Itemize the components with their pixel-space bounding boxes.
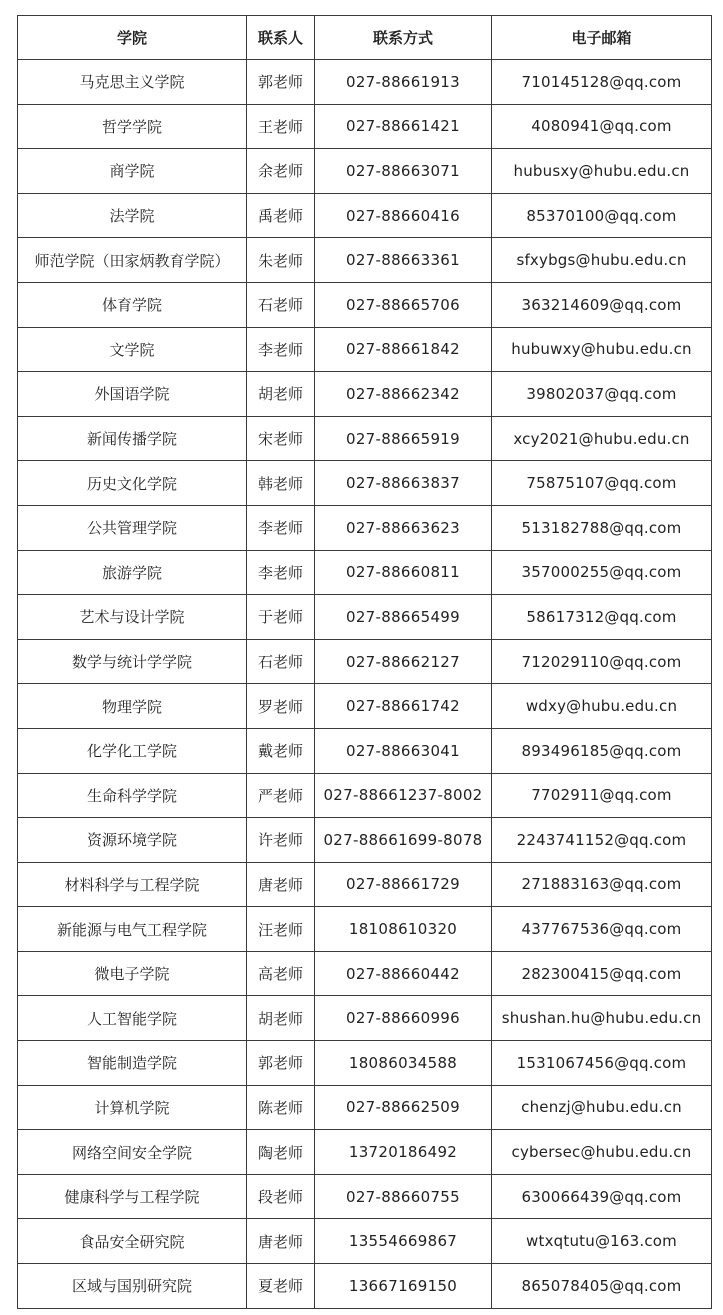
table-row xyxy=(18,238,712,283)
cell-phone: 027-88662342 xyxy=(315,372,492,417)
cell-contact-person: 戴老师 xyxy=(247,728,315,773)
cell-phone: 027-88665499 xyxy=(315,595,492,640)
table-row xyxy=(18,193,712,238)
cell-contact-person: 汪老师 xyxy=(247,907,315,952)
cell-contact-person: 韩老师 xyxy=(247,461,315,506)
cell-college: 计算机学院 xyxy=(18,1085,247,1130)
cell-email: 513182788@qq.com xyxy=(492,505,712,550)
cell-phone: 027-88660442 xyxy=(315,951,492,996)
cell-contact-person: 陈老师 xyxy=(247,1085,315,1130)
table-row xyxy=(18,505,712,550)
cell-email: shushan.hu@hubu.edu.cn xyxy=(492,996,712,1041)
table-row xyxy=(18,951,712,996)
cell-email: 712029110@qq.com xyxy=(492,639,712,684)
table-row xyxy=(18,595,712,640)
table-row xyxy=(18,550,712,595)
table-row xyxy=(18,639,712,684)
cell-college: 旅游学院 xyxy=(18,550,247,595)
cell-college: 数学与统计学学院 xyxy=(18,639,247,684)
cell-email: 39802037@qq.com xyxy=(492,372,712,417)
cell-college: 历史文化学院 xyxy=(18,461,247,506)
cell-contact-person: 胡老师 xyxy=(247,372,315,417)
cell-email: 75875107@qq.com xyxy=(492,461,712,506)
cell-email: 893496185@qq.com xyxy=(492,728,712,773)
cell-phone: 027-88661729 xyxy=(315,862,492,907)
cell-contact-person: 石老师 xyxy=(247,282,315,327)
cell-email: 271883163@qq.com xyxy=(492,862,712,907)
cell-college: 网络空间安全学院 xyxy=(18,1130,247,1175)
cell-email: hubuwxy@hubu.edu.cn xyxy=(492,327,712,372)
cell-college: 外国语学院 xyxy=(18,372,247,417)
cell-college: 法学院 xyxy=(18,193,247,238)
cell-email: xcy2021@hubu.edu.cn xyxy=(492,416,712,461)
cell-email: 630066439@qq.com xyxy=(492,1174,712,1219)
cell-email: 865078405@qq.com xyxy=(492,1264,712,1309)
cell-college: 智能制造学院 xyxy=(18,1041,247,1086)
table-row xyxy=(18,996,712,1041)
cell-email: chenzj@hubu.edu.cn xyxy=(492,1085,712,1130)
cell-contact-person: 高老师 xyxy=(247,951,315,996)
cell-phone: 027-88663041 xyxy=(315,728,492,773)
table-body xyxy=(18,60,712,1309)
cell-contact-person: 陶老师 xyxy=(247,1130,315,1175)
cell-email: 357000255@qq.com xyxy=(492,550,712,595)
cell-email: 85370100@qq.com xyxy=(492,193,712,238)
cell-phone: 027-88661842 xyxy=(315,327,492,372)
cell-phone: 027-88665706 xyxy=(315,282,492,327)
cell-contact-person: 郭老师 xyxy=(247,60,315,105)
cell-contact-person: 段老师 xyxy=(247,1174,315,1219)
cell-contact-person: 王老师 xyxy=(247,104,315,149)
table-row xyxy=(18,1264,712,1309)
cell-college: 体育学院 xyxy=(18,282,247,327)
cell-college: 哲学学院 xyxy=(18,104,247,149)
cell-contact-person: 李老师 xyxy=(247,550,315,595)
cell-contact-person: 严老师 xyxy=(247,773,315,818)
cell-phone: 13667169150 xyxy=(315,1264,492,1309)
cell-contact-person: 禹老师 xyxy=(247,193,315,238)
table-row xyxy=(18,416,712,461)
cell-college: 区域与国别研究院 xyxy=(18,1264,247,1309)
cell-email: 1531067456@qq.com xyxy=(492,1041,712,1086)
header-row xyxy=(18,16,712,60)
cell-college: 生命科学学院 xyxy=(18,773,247,818)
cell-phone: 027-88661237-8002 xyxy=(315,773,492,818)
cell-college: 健康科学与工程学院 xyxy=(18,1174,247,1219)
header-email: 电子邮箱 xyxy=(492,16,712,60)
cell-phone: 027-88663837 xyxy=(315,461,492,506)
table-row xyxy=(18,1041,712,1086)
cell-email: sfxybgs@hubu.edu.cn xyxy=(492,238,712,283)
cell-contact-person: 余老师 xyxy=(247,149,315,194)
table-row xyxy=(18,372,712,417)
contact-table-container xyxy=(17,15,712,1309)
cell-college: 商学院 xyxy=(18,149,247,194)
table-row xyxy=(18,104,712,149)
cell-college: 马克思主义学院 xyxy=(18,60,247,105)
header-contact-person: 联系人 xyxy=(247,16,315,60)
cell-phone: 027-88665919 xyxy=(315,416,492,461)
cell-contact-person: 胡老师 xyxy=(247,996,315,1041)
cell-phone: 027-88663071 xyxy=(315,149,492,194)
cell-phone: 18108610320 xyxy=(315,907,492,952)
cell-email: 58617312@qq.com xyxy=(492,595,712,640)
cell-email: 4080941@qq.com xyxy=(492,104,712,149)
cell-contact-person: 唐老师 xyxy=(247,1219,315,1264)
table-header xyxy=(18,16,712,60)
cell-college: 食品安全研究院 xyxy=(18,1219,247,1264)
cell-college: 新闻传播学院 xyxy=(18,416,247,461)
cell-college: 人工智能学院 xyxy=(18,996,247,1041)
cell-college: 微电子学院 xyxy=(18,951,247,996)
cell-email: 2243741152@qq.com xyxy=(492,818,712,863)
cell-phone: 027-88662127 xyxy=(315,639,492,684)
cell-phone: 027-88660811 xyxy=(315,550,492,595)
table-row xyxy=(18,1174,712,1219)
cell-college: 物理学院 xyxy=(18,684,247,729)
cell-phone: 027-88663361 xyxy=(315,238,492,283)
table-row xyxy=(18,461,712,506)
cell-email: 710145128@qq.com xyxy=(492,60,712,105)
table-row xyxy=(18,684,712,729)
header-college: 学院 xyxy=(18,16,247,60)
cell-contact-person: 唐老师 xyxy=(247,862,315,907)
cell-contact-person: 郭老师 xyxy=(247,1041,315,1086)
cell-college: 艺术与设计学院 xyxy=(18,595,247,640)
cell-contact-person: 宋老师 xyxy=(247,416,315,461)
cell-contact-person: 李老师 xyxy=(247,327,315,372)
cell-email: 7702911@qq.com xyxy=(492,773,712,818)
table-row xyxy=(18,1219,712,1264)
cell-email: wdxy@hubu.edu.cn xyxy=(492,684,712,729)
table-row xyxy=(18,818,712,863)
cell-email: 282300415@qq.com xyxy=(492,951,712,996)
cell-phone: 027-88661421 xyxy=(315,104,492,149)
cell-phone: 027-88661913 xyxy=(315,60,492,105)
cell-phone: 027-88661699-8078 xyxy=(315,818,492,863)
cell-phone: 18086034588 xyxy=(315,1041,492,1086)
cell-college: 新能源与电气工程学院 xyxy=(18,907,247,952)
college-contact-table xyxy=(17,15,712,1309)
cell-college: 师范学院（田家炳教育学院） xyxy=(18,238,247,283)
table-row xyxy=(18,282,712,327)
cell-contact-person: 石老师 xyxy=(247,639,315,684)
table-row xyxy=(18,1130,712,1175)
cell-phone: 027-88660755 xyxy=(315,1174,492,1219)
table-row xyxy=(18,149,712,194)
cell-phone: 027-88660996 xyxy=(315,996,492,1041)
cell-phone: 13554669867 xyxy=(315,1219,492,1264)
cell-phone: 027-88661742 xyxy=(315,684,492,729)
cell-contact-person: 罗老师 xyxy=(247,684,315,729)
cell-phone: 13720186492 xyxy=(315,1130,492,1175)
cell-phone: 027-88663623 xyxy=(315,505,492,550)
cell-contact-person: 李老师 xyxy=(247,505,315,550)
table-row xyxy=(18,862,712,907)
cell-college: 公共管理学院 xyxy=(18,505,247,550)
cell-email: cybersec@hubu.edu.cn xyxy=(492,1130,712,1175)
cell-contact-person: 于老师 xyxy=(247,595,315,640)
table-row xyxy=(18,1085,712,1130)
cell-email: 363214609@qq.com xyxy=(492,282,712,327)
table-row xyxy=(18,327,712,372)
header-phone: 联系方式 xyxy=(315,16,492,60)
cell-college: 资源环境学院 xyxy=(18,818,247,863)
cell-contact-person: 朱老师 xyxy=(247,238,315,283)
cell-phone: 027-88662509 xyxy=(315,1085,492,1130)
table-row xyxy=(18,728,712,773)
cell-college: 化学化工学院 xyxy=(18,728,247,773)
cell-contact-person: 许老师 xyxy=(247,818,315,863)
cell-college: 材料科学与工程学院 xyxy=(18,862,247,907)
table-row xyxy=(18,907,712,952)
cell-contact-person: 夏老师 xyxy=(247,1264,315,1309)
cell-phone: 027-88660416 xyxy=(315,193,492,238)
cell-email: wtxqtutu@163.com xyxy=(492,1219,712,1264)
cell-email: 437767536@qq.com xyxy=(492,907,712,952)
table-row xyxy=(18,60,712,105)
table-row xyxy=(18,773,712,818)
cell-email: hubusxy@hubu.edu.cn xyxy=(492,149,712,194)
cell-college: 文学院 xyxy=(18,327,247,372)
